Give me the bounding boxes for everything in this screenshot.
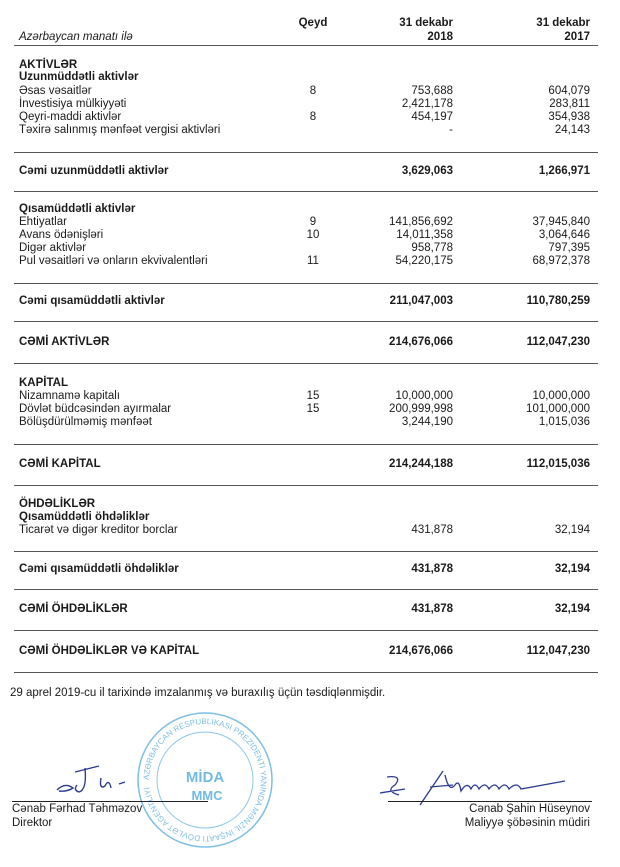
divider	[14, 630, 598, 631]
total-value-2017: 112,047,230	[526, 645, 590, 657]
currency-label: Azərbaycan manatı ilə	[19, 31, 133, 43]
total-label: Cəmi qısamüddətli aktivlər	[19, 295, 165, 307]
row-note: 8	[309, 85, 317, 97]
total-label: Cəmi qısamüddətli öhdəliklər	[19, 563, 179, 575]
row-value-2017: 797,395	[548, 242, 590, 254]
director-signature	[55, 760, 135, 800]
total-value-2017: 110,780,259	[526, 295, 590, 307]
row-label: Dövlət büdcəsindən ayırmalar	[19, 403, 172, 415]
total-value-2018: 431,878	[411, 563, 453, 575]
col-2017-header-line1: 31 dekabr	[536, 17, 590, 29]
section-title-equity: KAPİTAL	[19, 377, 68, 389]
row-value-2018: 141,856,692	[389, 216, 453, 228]
note-column-header: Qeyd	[298, 17, 328, 29]
row-value-2018: 14,011,358	[396, 229, 453, 241]
row-note: 15	[306, 403, 320, 415]
total-label: CƏMİ AKTİVLƏR	[19, 336, 110, 348]
row-note: 15	[306, 390, 320, 402]
total-label: CƏMİ KAPİTAL	[19, 458, 101, 470]
divider	[14, 152, 598, 153]
signatory-title: Direktor	[12, 817, 53, 829]
total-label: Cəmi uzunmüddətli aktivlər	[19, 165, 169, 177]
col-2018-header-line1: 31 dekabr	[399, 17, 453, 29]
total-label: CƏMİ ÖHDƏLİKLƏR VƏ KAPİTAL	[19, 645, 200, 657]
total-value-2018: 214,676,066	[389, 645, 453, 657]
signatory-name: Cənab Fərhad Təhməzov	[12, 803, 143, 815]
row-value-2017: 24,143	[554, 124, 590, 136]
row-value-2018: 958,778	[411, 242, 453, 254]
subsection-noncurrent-assets: Uzunmüddətli aktivlər	[19, 71, 139, 83]
total-value-2017: 32,194	[554, 603, 590, 615]
divider	[14, 485, 598, 486]
row-value-2018: 753,688	[411, 85, 453, 97]
divider	[14, 444, 598, 445]
svg-text:MİDA: MİDA	[185, 769, 225, 786]
subsection-current-liabilities: Qısamüddətli öhdəliklər	[19, 511, 150, 523]
row-label: Avans ödənişləri	[19, 229, 104, 241]
row-label: Əsas vəsaitlər	[19, 85, 92, 97]
total-value-2018: 3,629,063	[401, 165, 453, 177]
row-label: Digər aktivlər	[19, 242, 87, 254]
svg-text:AZƏRBAYCAN RESPUBLİKASI PREZİD: AZƏRBAYCAN RESPUBLİKASI PREZİDENTİ YANINDA MƏNZİL İNŞAATI DÖVLƏT AGENTLİYİ	[141, 716, 269, 844]
row-value-2018: 454,197	[411, 111, 453, 123]
row-label: Pul vəsaitləri və onların ekvivalentləri	[19, 255, 208, 267]
row-value-2018: 431,878	[411, 524, 453, 536]
total-value-2017: 112,047,230	[526, 336, 590, 348]
subsection-current-assets: Qısamüddətli aktivlər	[19, 203, 136, 215]
row-label: Qeyri-maddi aktivlər	[19, 111, 122, 123]
total-value-2018: 214,676,066	[389, 336, 453, 348]
divider	[14, 321, 598, 322]
section-title-assets: AKTİVLƏR	[19, 59, 78, 71]
signature-line	[12, 801, 208, 802]
divider	[14, 45, 598, 46]
divider	[14, 283, 598, 284]
col-2018-header-line2: 2018	[427, 31, 453, 43]
row-value-2017: 283,811	[549, 98, 590, 110]
row-value-2017: 10,000,000	[532, 390, 590, 402]
total-value-2018: 431,878	[411, 603, 453, 615]
divider	[14, 672, 598, 673]
row-value-2018: 200,999,998	[389, 403, 453, 415]
total-value-2018: 214,244,188	[389, 458, 453, 470]
svg-text:MMC: MMC	[191, 788, 223, 803]
col-2017-header-line2: 2017	[564, 31, 590, 43]
row-value-2017: 1,015,036	[538, 416, 590, 428]
row-value-2017: 32,194	[554, 524, 590, 536]
row-value-2017: 37,945,840	[532, 216, 590, 228]
row-label: İnvestisiya mülkiyyəti	[19, 98, 127, 110]
total-label: CƏMİ ÖHDƏLİKLƏR	[19, 603, 128, 615]
total-value-2017: 112,015,036	[526, 458, 590, 470]
divider	[14, 363, 598, 364]
row-label: Ticarət və digər kreditor borclar	[19, 524, 178, 536]
company-stamp	[135, 710, 275, 850]
signatory-title: Maliyyə şöbəsinin müdiri	[464, 817, 590, 829]
row-note: 10	[306, 229, 320, 241]
row-value-2017: 101,000,000	[526, 403, 590, 415]
total-value-2017: 1,266,971	[538, 165, 590, 177]
divider	[14, 191, 598, 192]
row-value-2018: -	[449, 124, 453, 136]
row-note: 9	[309, 216, 317, 228]
section-title-liabilities: ÖHDƏLİKLƏR	[19, 498, 96, 510]
row-value-2017: 68,972,378	[532, 255, 590, 267]
row-label: Nizamnamə kapitalı	[19, 390, 120, 402]
total-value-2018: 211,047,003	[389, 295, 453, 307]
row-label: Ehtiyatlar	[19, 216, 67, 228]
row-note: 8	[309, 111, 317, 123]
row-value-2018: 10,000,000	[395, 390, 453, 402]
row-label: Təxirə salınmış mənfəət vergisi aktivləri	[19, 124, 221, 136]
approval-text: 29 aprel 2019-cu il tarixində imzalanmış və buraxılış üçün təsdiqlənmişdir.	[10, 687, 386, 699]
divider	[14, 589, 598, 590]
divider	[14, 551, 598, 552]
signatory-name: Cənab Şahin Hüseynov	[469, 803, 590, 815]
row-value-2017: 354,938	[548, 111, 590, 123]
row-value-2018: 3,244,190	[401, 416, 453, 428]
signature-line	[388, 801, 592, 802]
row-value-2017: 3,064,646	[538, 229, 590, 241]
row-value-2018: 54,220,175	[395, 255, 453, 267]
row-value-2018: 2,421,178	[401, 98, 453, 110]
row-note: 11	[307, 255, 319, 267]
row-label: Bölüşdürülməmiş mənfəət	[19, 416, 152, 428]
total-value-2017: 32,194	[554, 563, 590, 575]
row-value-2017: 604,079	[548, 85, 590, 97]
